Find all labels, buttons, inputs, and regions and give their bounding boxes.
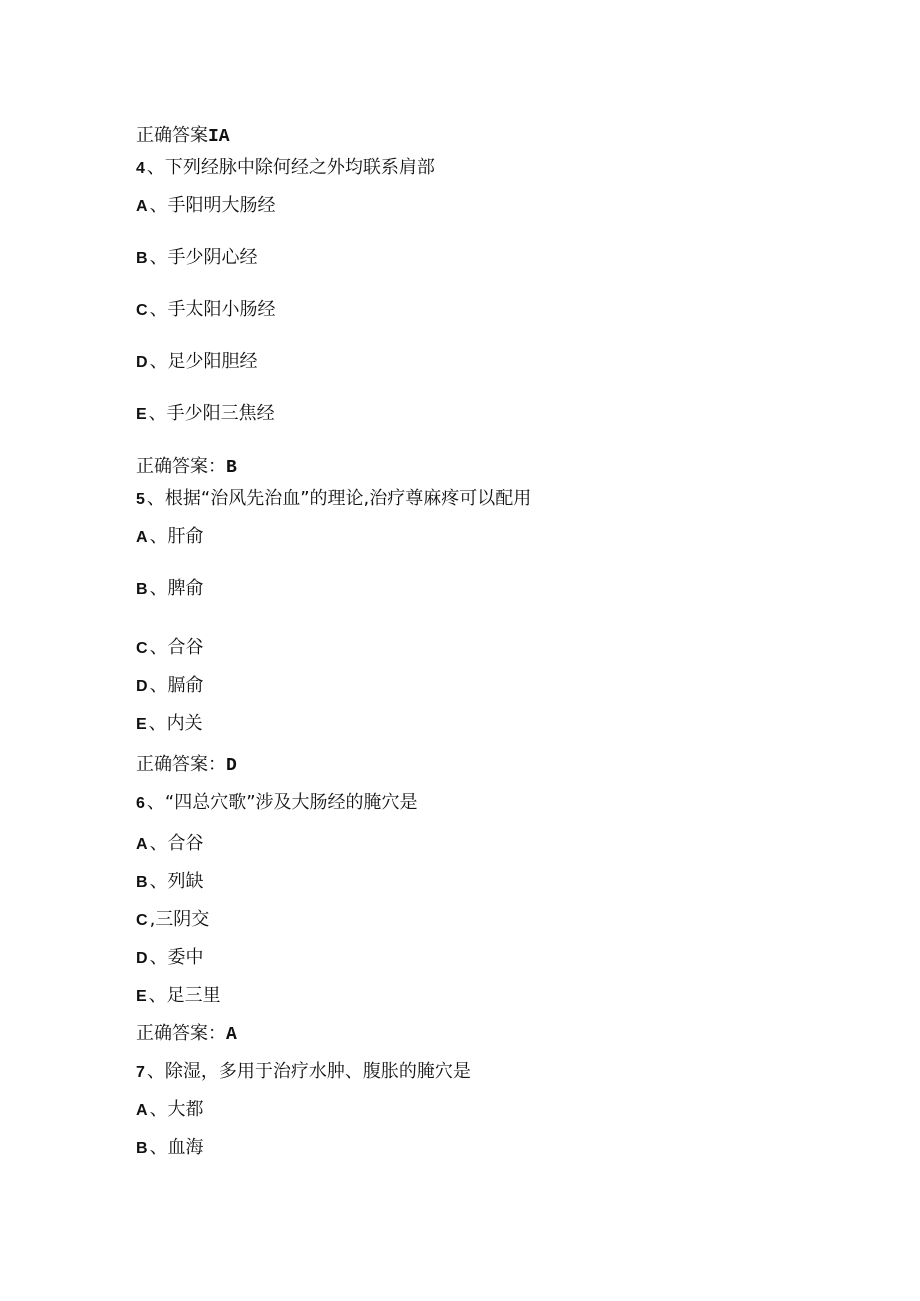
option-text: 、大都 — [149, 1099, 204, 1120]
option-text: 、手阳明大肠经 — [149, 195, 276, 216]
answer-value: IA — [208, 127, 230, 147]
question-5-option-d — [136, 675, 204, 698]
option-key: B — [136, 581, 148, 598]
question-7-stem — [136, 1061, 471, 1084]
option-text: 、膈俞 — [149, 675, 204, 696]
answer-value: B — [226, 458, 237, 478]
option-key: B — [136, 874, 148, 891]
option-key: C — [136, 912, 148, 929]
question-text: 、除湿，多用于治疗水肿、腹胀的腌穴是 — [146, 1061, 471, 1082]
option-key: E — [136, 406, 147, 423]
question-number: 7 — [136, 1064, 145, 1081]
option-text: 、肝俞 — [149, 526, 204, 547]
option-key: B — [136, 250, 148, 267]
question-number: 6 — [136, 795, 145, 812]
option-text: 、足三里 — [148, 985, 221, 1006]
option-key: C — [136, 640, 148, 657]
answer-value: D — [226, 756, 237, 776]
answer-line-6 — [136, 1023, 237, 1046]
option-key: E — [136, 988, 147, 1005]
question-5-option-b — [136, 578, 204, 601]
question-5-stem — [136, 488, 531, 511]
option-text: 、手少阳三焦经 — [148, 403, 275, 424]
question-7-option-a — [136, 1099, 204, 1122]
option-key: E — [136, 716, 147, 733]
option-text: 、内关 — [148, 713, 203, 734]
question-4-option-a — [136, 195, 276, 218]
answer-value: A — [226, 1025, 237, 1045]
question-4-option-d — [136, 351, 258, 374]
question-6-option-a — [136, 833, 204, 856]
question-4-option-e — [136, 403, 275, 426]
question-5-option-e — [136, 713, 203, 736]
question-6-option-e — [136, 985, 221, 1008]
question-5-option-a — [136, 526, 204, 549]
option-key: B — [136, 1140, 148, 1157]
option-key: D — [136, 354, 148, 371]
option-text: ,三阴交 — [149, 909, 210, 930]
question-7-option-b — [136, 1137, 204, 1160]
option-text: 、手少阴心经 — [149, 247, 258, 268]
question-4-option-b — [136, 247, 258, 270]
question-text: 、下列经脉中除何经之外均联系肩部 — [146, 157, 435, 178]
question-number: 5 — [136, 491, 145, 508]
option-key: A — [136, 529, 148, 546]
option-key: C — [136, 302, 148, 319]
question-text: 、“四总穴歌”涉及大肠经的腌穴是 — [146, 792, 418, 813]
answer-line-4 — [136, 456, 237, 479]
question-6-option-c — [136, 909, 209, 932]
option-text: 、脾俞 — [149, 578, 204, 599]
answer-label: 正确答案 — [136, 125, 208, 146]
option-key: A — [136, 836, 148, 853]
answer-label: 正确答案： — [136, 456, 226, 477]
option-text: 、手太阳小肠经 — [149, 299, 276, 320]
option-text: 、合谷 — [149, 637, 204, 658]
question-5-option-c — [136, 637, 204, 660]
question-6-option-b — [136, 871, 204, 894]
answer-label: 正确答案： — [136, 1023, 226, 1044]
option-text: 、委中 — [149, 947, 204, 968]
question-text: 、根据“治风先治血”的理论,治疗尊麻疼可以配用 — [146, 488, 532, 509]
question-number: 4 — [136, 160, 145, 177]
question-4-stem — [136, 157, 435, 180]
option-text: 、足少阳胆经 — [149, 351, 258, 372]
option-key: D — [136, 678, 148, 695]
option-text: 、合谷 — [149, 833, 204, 854]
answer-label: 正确答案： — [136, 754, 226, 775]
answer-line-5 — [136, 754, 237, 777]
question-6-stem — [136, 792, 418, 815]
question-6-option-d — [136, 947, 204, 970]
answer-line-3 — [136, 125, 230, 148]
option-key: A — [136, 198, 148, 215]
option-text: 、血海 — [149, 1137, 204, 1158]
question-4-option-c — [136, 299, 276, 322]
option-text: 、列缺 — [149, 871, 204, 892]
option-key: D — [136, 950, 148, 967]
option-key: A — [136, 1102, 148, 1119]
